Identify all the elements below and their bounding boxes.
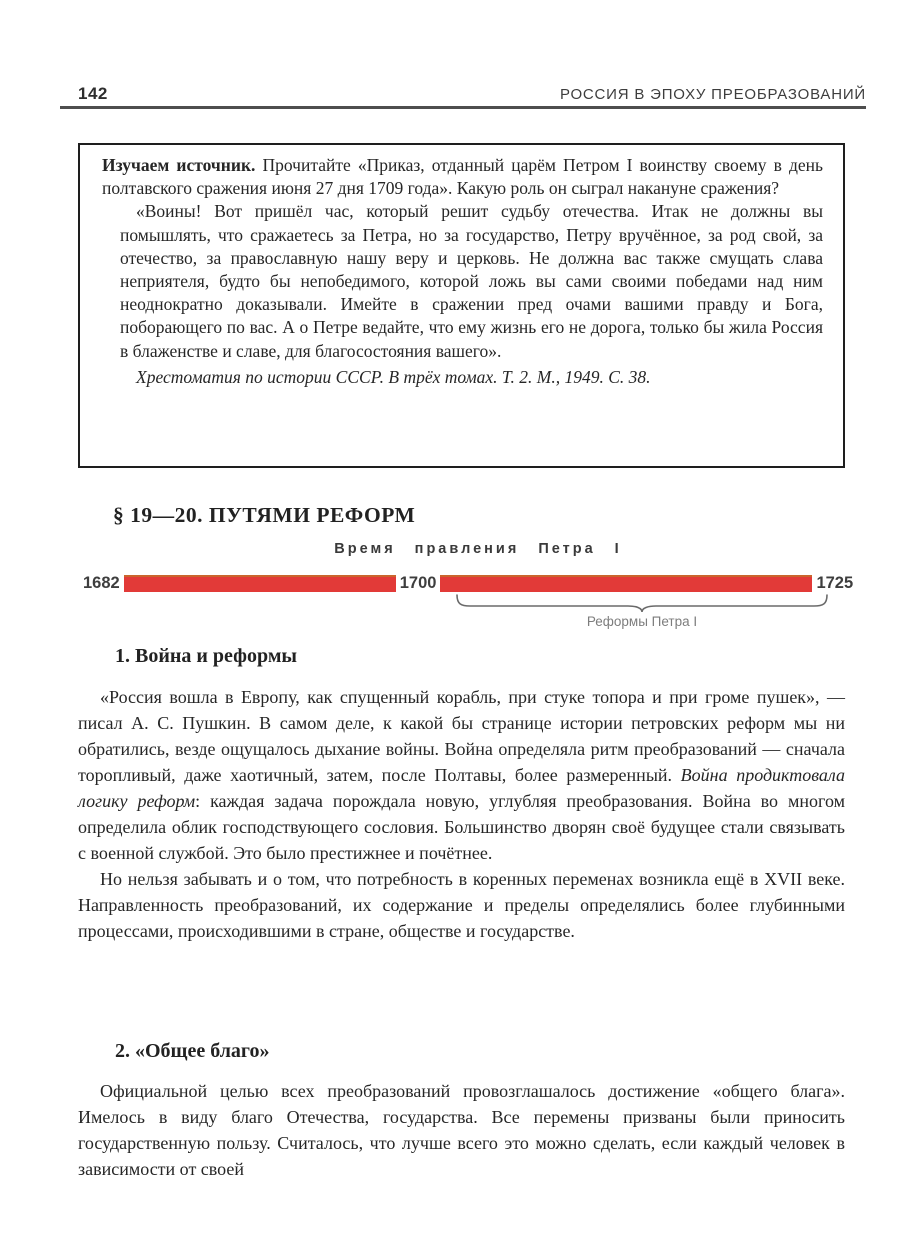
subsection-1-body [78, 684, 845, 944]
source-intro-lead: Изучаем источник. [102, 155, 256, 175]
source-quote: «Воины! Вот пришёл час, который решит судьбу отечества. Итак не должны вы помышлять, что сражаетесь за Петра, но за государство, Петру вручённое, за род свой, за отечество, за православную нашу веру и церковь. Не должна вас также смущать слава неприятеля, будто бы непобедимого, которой ложь вы сами своими победами над ним неоднократно доказывали. Имейте в сражении пред очами вашими правду и Бога, поборающего по вас. А о Петре ведайте, что ему жизнь его не дорога, только бы жила Россия в блаженстве и славе, для благосостояния вашего». [120, 201, 823, 361]
paragraph-1-text: «Россия вошла в Европу, как спущенный корабль, при стуке топора и при громе пушек», — писал А. С. Пушкин. В самом деле, к какой бы странице истории петровских реформ мы ни обратились, везде ощущалось дыхание войны. Война определяла ритм преобразований — сначала торопливый, даже хаотичный, затем, после Полтавы, более размеренный. [78, 687, 845, 785]
timeline-bar-pre-1700 [124, 575, 396, 592]
paragraph-1-italic: Война продиктовала логику реформ [78, 765, 845, 811]
timeline-bars [78, 574, 878, 593]
source-citation: Хрестоматия по истории СССР. В трёх томах. Т. 2. М., 1949. С. 38. [136, 366, 651, 387]
paragraph-1-tail: : каждая задача порождала новую, углубляя преобразования. Война во многом определила облик господствующего сословия. Большинство дворян своё будущее стали связывать с военной службой. Это было престижнее и почётнее. [78, 791, 845, 863]
timeline-year-end: 1725 [816, 574, 854, 592]
body-paragraph-2: Но нельзя забывать и о том, что потребность в коренных переменах возникла ещё в XVII веке. Направленность преобразований, их содержание и пределы определялись более глубинными процессами, происходившими в стране, обществе и государстве. [78, 869, 845, 941]
subsection-1-heading: 1. Война и реформы [115, 645, 298, 667]
timeline-year-mid: 1700 [399, 574, 437, 592]
source-intro-text: Прочитайте «Приказ, отданный царём Петром I воинству своему в день полтавского сражения июня 27 дня 1709 года». Какую роль он сыграл накануне сражения? [102, 155, 823, 199]
subsection-2-body [78, 1078, 845, 1182]
header-rule [60, 106, 866, 109]
timeline-bar-post-1700 [440, 575, 812, 592]
running-header [78, 84, 866, 104]
timeline-brace-label: Реформы Петра I [586, 614, 698, 629]
brace-icon [456, 593, 828, 613]
body-paragraph-1 [78, 684, 845, 866]
subsection-2-heading: 2. «Общее благо» [115, 1040, 270, 1062]
source-box [78, 143, 845, 468]
timeline-diagram [78, 541, 878, 629]
timeline-year-start: 1682 [83, 574, 120, 592]
page-number: 142 [78, 84, 108, 103]
running-title: РОССИЯ В ЭПОХУ ПРЕОБРАЗОВАНИЙ [559, 86, 866, 103]
timeline-title: Время правления Петра I [334, 541, 622, 557]
body-paragraph-3: Официальной целью всех преобразований провозглашалось достижение «общего блага». Имелось в виду благо Отечества, государства. Все перемены призваны были приносить государственную пользу. Считалось, что лучше всего это можно сделать, если каждый человек в зависимости от своей [78, 1081, 845, 1179]
source-intro [102, 154, 823, 200]
section-title: § 19—20. ПУТЯМИ РЕФОРМ [113, 503, 416, 527]
